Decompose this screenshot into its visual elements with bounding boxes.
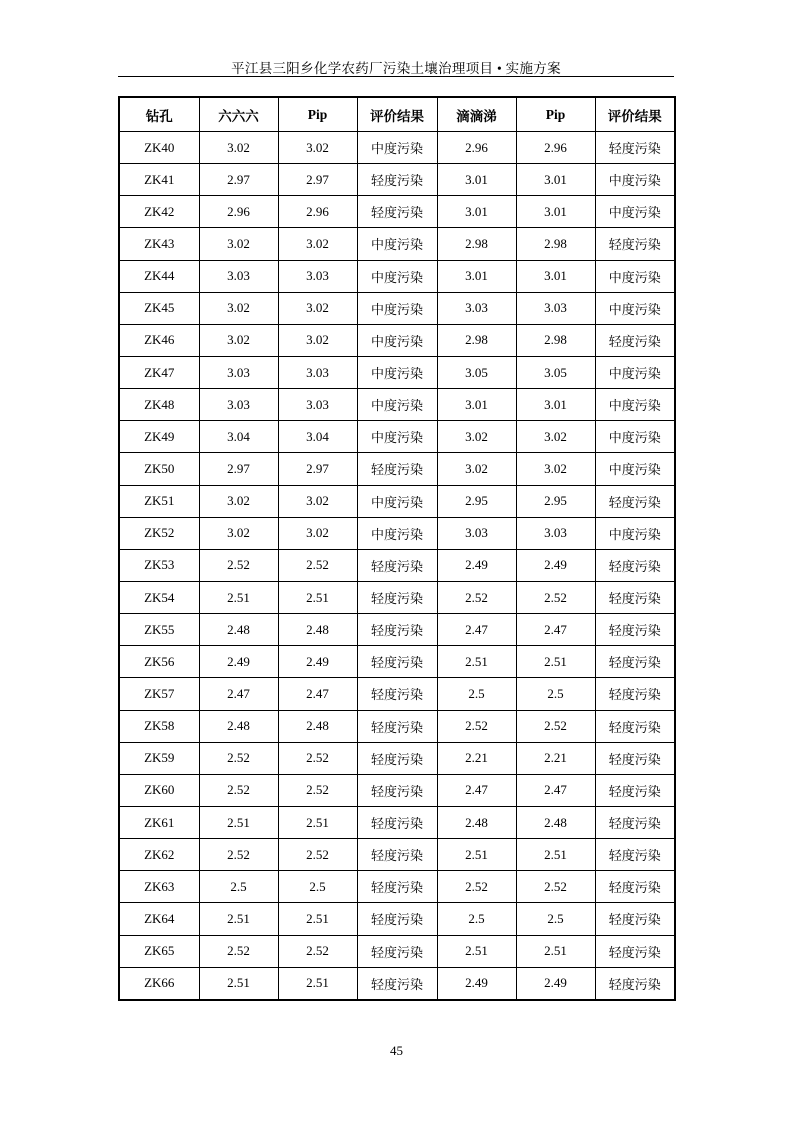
table-cell: 中度污染	[357, 324, 437, 356]
table-cell: 中度污染	[357, 132, 437, 164]
table-cell: 轻度污染	[595, 581, 675, 613]
table-row	[119, 292, 675, 324]
table-cell: 2.47	[437, 774, 516, 806]
table-cell: 3.01	[516, 389, 595, 421]
table-cell: 轻度污染	[595, 903, 675, 935]
table-cell: ZK53	[119, 549, 199, 581]
table-cell: 2.52	[516, 871, 595, 903]
table-cell: 2.96	[437, 132, 516, 164]
table-cell: ZK47	[119, 356, 199, 388]
table-cell: 中度污染	[595, 260, 675, 292]
table-cell: 2.49	[199, 646, 278, 678]
table-cell: 中度污染	[595, 421, 675, 453]
table-cell: 3.02	[437, 421, 516, 453]
table-row	[119, 324, 675, 356]
table-body	[119, 132, 675, 1000]
table-cell: 3.03	[516, 517, 595, 549]
table-cell: ZK43	[119, 228, 199, 260]
table-cell: 2.48	[278, 710, 357, 742]
table-cell: 2.97	[199, 164, 278, 196]
table-row	[119, 549, 675, 581]
table-row	[119, 228, 675, 260]
table-row	[119, 421, 675, 453]
table-cell: 轻度污染	[595, 935, 675, 967]
table-cell: 2.51	[199, 581, 278, 613]
table-cell: ZK40	[119, 132, 199, 164]
table-cell: 轻度污染	[357, 453, 437, 485]
table-cell: 2.52	[278, 935, 357, 967]
table-cell: 3.04	[199, 421, 278, 453]
table-cell: 2.47	[516, 774, 595, 806]
table-cell: 3.02	[278, 228, 357, 260]
table-cell: 2.98	[516, 324, 595, 356]
table-cell: 2.52	[278, 774, 357, 806]
table-cell: 中度污染	[357, 485, 437, 517]
table-cell: 2.21	[516, 742, 595, 774]
table-cell: ZK63	[119, 871, 199, 903]
table-cell: 轻度污染	[595, 774, 675, 806]
table-row	[119, 903, 675, 935]
table-cell: 轻度污染	[357, 839, 437, 871]
table-row	[119, 646, 675, 678]
table-cell: 中度污染	[357, 228, 437, 260]
table-row	[119, 774, 675, 806]
table-cell: 轻度污染	[595, 806, 675, 838]
table-cell: 中度污染	[357, 517, 437, 549]
table-row	[119, 742, 675, 774]
table-cell: 2.5	[516, 678, 595, 710]
table-cell: 2.49	[278, 646, 357, 678]
table-cell: 轻度污染	[595, 549, 675, 581]
column-header: Pip	[278, 97, 357, 132]
table-cell: 3.02	[278, 324, 357, 356]
table-cell: 3.03	[516, 292, 595, 324]
table-cell: 2.95	[437, 485, 516, 517]
table-cell: 中度污染	[357, 421, 437, 453]
table-cell: 2.96	[278, 196, 357, 228]
table-cell: 2.5	[199, 871, 278, 903]
table-cell: 2.97	[278, 164, 357, 196]
table-cell: 2.52	[199, 549, 278, 581]
table-cell: 中度污染	[357, 260, 437, 292]
table-cell: 轻度污染	[357, 742, 437, 774]
table-cell: 3.02	[278, 132, 357, 164]
table-cell: ZK45	[119, 292, 199, 324]
table-cell: 3.01	[437, 196, 516, 228]
table-cell: 轻度污染	[357, 967, 437, 1000]
table-cell: 轻度污染	[595, 967, 675, 1000]
table-cell: 中度污染	[357, 389, 437, 421]
column-header: Pip	[516, 97, 595, 132]
table-cell: 轻度污染	[595, 871, 675, 903]
table-cell: 3.02	[199, 485, 278, 517]
table-cell: ZK48	[119, 389, 199, 421]
table-cell: ZK50	[119, 453, 199, 485]
table-row	[119, 260, 675, 292]
table-cell: 3.03	[278, 389, 357, 421]
table-cell: 2.48	[278, 614, 357, 646]
table-cell: 2.51	[437, 935, 516, 967]
table-cell: 2.97	[278, 453, 357, 485]
table-cell: 2.51	[437, 646, 516, 678]
table-cell: 3.05	[516, 356, 595, 388]
table-cell: ZK61	[119, 806, 199, 838]
column-header: 钻孔	[119, 97, 199, 132]
table-cell: 2.52	[199, 774, 278, 806]
table-cell: ZK56	[119, 646, 199, 678]
table-cell: 2.52	[199, 839, 278, 871]
table-cell: 3.03	[278, 260, 357, 292]
table-cell: 2.52	[278, 742, 357, 774]
table-cell: 2.96	[516, 132, 595, 164]
table-cell: 2.51	[516, 839, 595, 871]
table-cell: 轻度污染	[595, 742, 675, 774]
table-cell: 2.98	[516, 228, 595, 260]
table-cell: 3.01	[516, 196, 595, 228]
table-cell: 2.97	[199, 453, 278, 485]
page-header: 平江县三阳乡化学农药厂污染土壤治理项目 • 实施方案	[231, 61, 561, 76]
table-cell: 2.52	[437, 710, 516, 742]
table-cell: 2.52	[278, 549, 357, 581]
table-cell: 2.98	[437, 324, 516, 356]
table-cell: 2.51	[278, 903, 357, 935]
table-cell: 3.02	[516, 421, 595, 453]
table-cell: 3.01	[516, 164, 595, 196]
table-cell: 3.04	[278, 421, 357, 453]
column-header: 六六六	[199, 97, 278, 132]
table-cell: 2.5	[278, 871, 357, 903]
table-cell: 3.02	[199, 292, 278, 324]
table-cell: 2.51	[437, 839, 516, 871]
table-cell: 3.03	[278, 356, 357, 388]
table-cell: 轻度污染	[357, 646, 437, 678]
table-cell: 轻度污染	[357, 164, 437, 196]
table-cell: 2.51	[278, 967, 357, 1000]
table-cell: 2.47	[278, 678, 357, 710]
table-cell: 3.02	[278, 292, 357, 324]
table-cell: 轻度污染	[357, 935, 437, 967]
table-row	[119, 806, 675, 838]
table-cell: 2.51	[278, 581, 357, 613]
table-cell: 轻度污染	[357, 678, 437, 710]
table-cell: 2.98	[437, 228, 516, 260]
table-cell: 2.21	[437, 742, 516, 774]
table-cell: 2.51	[199, 806, 278, 838]
table-row	[119, 967, 675, 1000]
table-cell: 2.49	[437, 967, 516, 1000]
table-cell: 中度污染	[595, 356, 675, 388]
table-cell: 中度污染	[357, 292, 437, 324]
table-cell: 3.02	[437, 453, 516, 485]
table-cell: 2.51	[199, 903, 278, 935]
table-row	[119, 710, 675, 742]
table-cell: 轻度污染	[357, 903, 437, 935]
table-cell: 中度污染	[595, 292, 675, 324]
table-cell: ZK57	[119, 678, 199, 710]
table-row	[119, 839, 675, 871]
table-cell: ZK55	[119, 614, 199, 646]
table-cell: 轻度污染	[357, 581, 437, 613]
table-cell: 2.52	[516, 581, 595, 613]
table-row	[119, 356, 675, 388]
table-cell: 轻度污染	[595, 485, 675, 517]
table-cell: 3.03	[437, 517, 516, 549]
table-cell: 2.52	[199, 742, 278, 774]
table-cell: 轻度污染	[595, 324, 675, 356]
table-cell: 轻度污染	[357, 196, 437, 228]
table-row	[119, 453, 675, 485]
table-cell: 3.02	[199, 324, 278, 356]
table-cell: 中度污染	[357, 356, 437, 388]
table-cell: 3.02	[278, 517, 357, 549]
table-row	[119, 132, 675, 164]
table-cell: 轻度污染	[595, 839, 675, 871]
table-cell: 3.02	[199, 228, 278, 260]
table-header-row	[119, 97, 675, 132]
table-cell: ZK62	[119, 839, 199, 871]
table-cell: 轻度污染	[357, 614, 437, 646]
table-cell: 3.02	[278, 485, 357, 517]
table-cell: 轻度污染	[357, 871, 437, 903]
table-cell: 3.03	[199, 356, 278, 388]
table-row	[119, 517, 675, 549]
table-cell: 2.48	[516, 806, 595, 838]
table-cell: 3.01	[437, 164, 516, 196]
table-cell: ZK51	[119, 485, 199, 517]
table-cell: ZK66	[119, 967, 199, 1000]
table-cell: 2.51	[516, 646, 595, 678]
table-cell: 2.95	[516, 485, 595, 517]
table-cell: 轻度污染	[595, 710, 675, 742]
table-row	[119, 935, 675, 967]
table-cell: ZK41	[119, 164, 199, 196]
table-cell: 轻度污染	[595, 614, 675, 646]
table-cell: 轻度污染	[595, 228, 675, 260]
table-row	[119, 871, 675, 903]
table-cell: 轻度污染	[595, 132, 675, 164]
table-cell: 轻度污染	[357, 549, 437, 581]
table-cell: 中度污染	[595, 196, 675, 228]
table-cell: ZK60	[119, 774, 199, 806]
table-cell: 2.5	[516, 903, 595, 935]
table-cell: 2.52	[278, 839, 357, 871]
table-cell: 2.49	[437, 549, 516, 581]
table-cell: 2.51	[199, 967, 278, 1000]
table-cell: 2.52	[437, 871, 516, 903]
table-cell: ZK49	[119, 421, 199, 453]
table-cell: ZK65	[119, 935, 199, 967]
table-cell: ZK58	[119, 710, 199, 742]
table-cell: 3.05	[437, 356, 516, 388]
table-cell: 2.52	[437, 581, 516, 613]
table-row	[119, 678, 675, 710]
table-cell: ZK44	[119, 260, 199, 292]
table-cell: 中度污染	[595, 164, 675, 196]
column-header: 滴滴涕	[437, 97, 516, 132]
table-cell: ZK54	[119, 581, 199, 613]
table-cell: 中度污染	[595, 389, 675, 421]
table-cell: 3.02	[199, 517, 278, 549]
table-cell: 2.48	[199, 710, 278, 742]
table-row	[119, 581, 675, 613]
table-cell: 2.49	[516, 549, 595, 581]
table-row	[119, 196, 675, 228]
table-cell: 轻度污染	[357, 806, 437, 838]
column-header: 评价结果	[357, 97, 437, 132]
table-cell: 2.52	[199, 935, 278, 967]
table-cell: ZK59	[119, 742, 199, 774]
table-cell: 2.48	[199, 614, 278, 646]
table-cell: 3.02	[516, 453, 595, 485]
page-number: 45	[390, 1043, 403, 1058]
table-cell: ZK64	[119, 903, 199, 935]
table-cell: 轻度污染	[595, 646, 675, 678]
table-cell: 2.51	[278, 806, 357, 838]
table-cell: 3.01	[516, 260, 595, 292]
table-cell: 2.5	[437, 678, 516, 710]
table-cell: 2.49	[516, 967, 595, 1000]
table-cell: 2.47	[199, 678, 278, 710]
table-cell: 3.02	[199, 132, 278, 164]
table-cell: 2.96	[199, 196, 278, 228]
table-cell: 3.01	[437, 260, 516, 292]
table-row	[119, 485, 675, 517]
table-cell: ZK42	[119, 196, 199, 228]
table-cell: ZK46	[119, 324, 199, 356]
table-cell: 2.52	[516, 710, 595, 742]
table-cell: 3.03	[199, 389, 278, 421]
table-cell: 2.51	[516, 935, 595, 967]
table-row	[119, 389, 675, 421]
table-cell: 轻度污染	[595, 678, 675, 710]
pollution-evaluation-table	[118, 96, 676, 1001]
table-cell: 中度污染	[595, 517, 675, 549]
column-header: 评价结果	[595, 97, 675, 132]
table-cell: 轻度污染	[357, 774, 437, 806]
table-row	[119, 614, 675, 646]
table-cell: 中度污染	[595, 453, 675, 485]
table-cell: 2.47	[516, 614, 595, 646]
table-cell: 2.48	[437, 806, 516, 838]
table-cell: 3.03	[437, 292, 516, 324]
table-cell: ZK52	[119, 517, 199, 549]
table-cell: 2.5	[437, 903, 516, 935]
header-rule	[118, 76, 674, 77]
table-cell: 2.47	[437, 614, 516, 646]
table-row	[119, 164, 675, 196]
table-cell: 3.03	[199, 260, 278, 292]
table-cell: 轻度污染	[357, 710, 437, 742]
table-cell: 3.01	[437, 389, 516, 421]
